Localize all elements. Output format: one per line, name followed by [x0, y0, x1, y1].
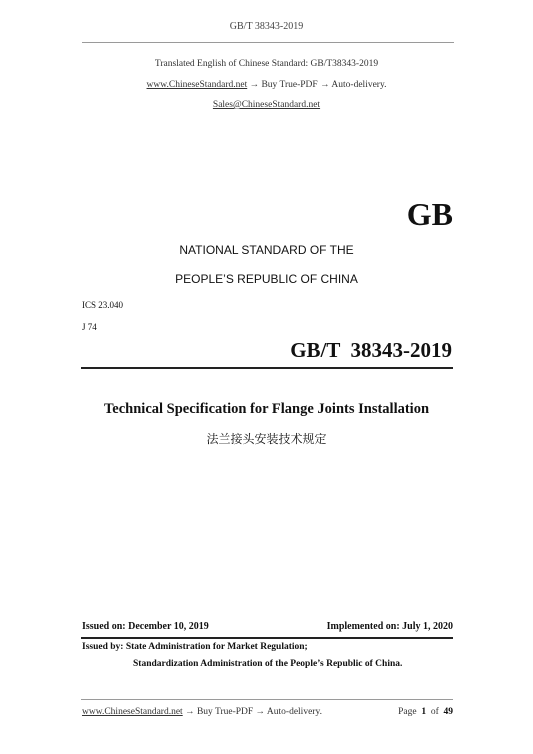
footer-purchase-line [82, 707, 322, 717]
purchase-line [0, 80, 533, 90]
ics-code: ICS 23.040 [82, 300, 124, 310]
footer-divider [81, 699, 453, 700]
title-chinese: 法兰接头安装技术规定 [206, 432, 327, 446]
of-label: of [430, 707, 439, 717]
issued-by-line2: Standardization Administration of the People’s Republic of China. [133, 659, 403, 669]
national-standard-line2: PEOPLE’S REPUBLIC OF CHINA [175, 272, 358, 286]
translation-notice: Translated English of Chinese Standard: GB/T38343-2019 [154, 59, 379, 69]
footer-purchase-text: → Buy True-PDF → Auto-delivery. [185, 707, 322, 717]
issued-by-line1: Issued by: State Administration for Market Regulation; [82, 642, 308, 652]
implemented-date: Implemented on: July 1, 2020 [326, 621, 453, 632]
number-divider [81, 367, 453, 369]
standard-number: GB/T 38343-2019 [290, 338, 452, 362]
email-line [0, 100, 533, 110]
ccs-code: J 74 [82, 322, 97, 332]
purchase-text: → Buy True-PDF → Auto-delivery. [249, 80, 387, 90]
page-number: 1 [421, 707, 427, 717]
footer-site-link[interactable]: www.ChineseStandard.net [82, 707, 183, 717]
site-link[interactable]: www.ChineseStandard.net [146, 80, 248, 90]
page-total: 49 [443, 707, 453, 717]
page-label: Page [398, 707, 417, 717]
gb-logo: GB [406, 196, 453, 232]
dates-divider [81, 637, 453, 639]
page-indicator [398, 707, 453, 717]
header-divider [82, 42, 454, 43]
national-standard-line1: NATIONAL STANDARD OF THE [179, 243, 354, 257]
email-link[interactable]: Sales@ChineseStandard.net [212, 100, 321, 110]
issued-date: Issued on: December 10, 2019 [82, 621, 209, 632]
running-header: GB/T 38343-2019 [229, 21, 304, 32]
title-english: Technical Specification for Flange Joints Installation [103, 401, 430, 417]
